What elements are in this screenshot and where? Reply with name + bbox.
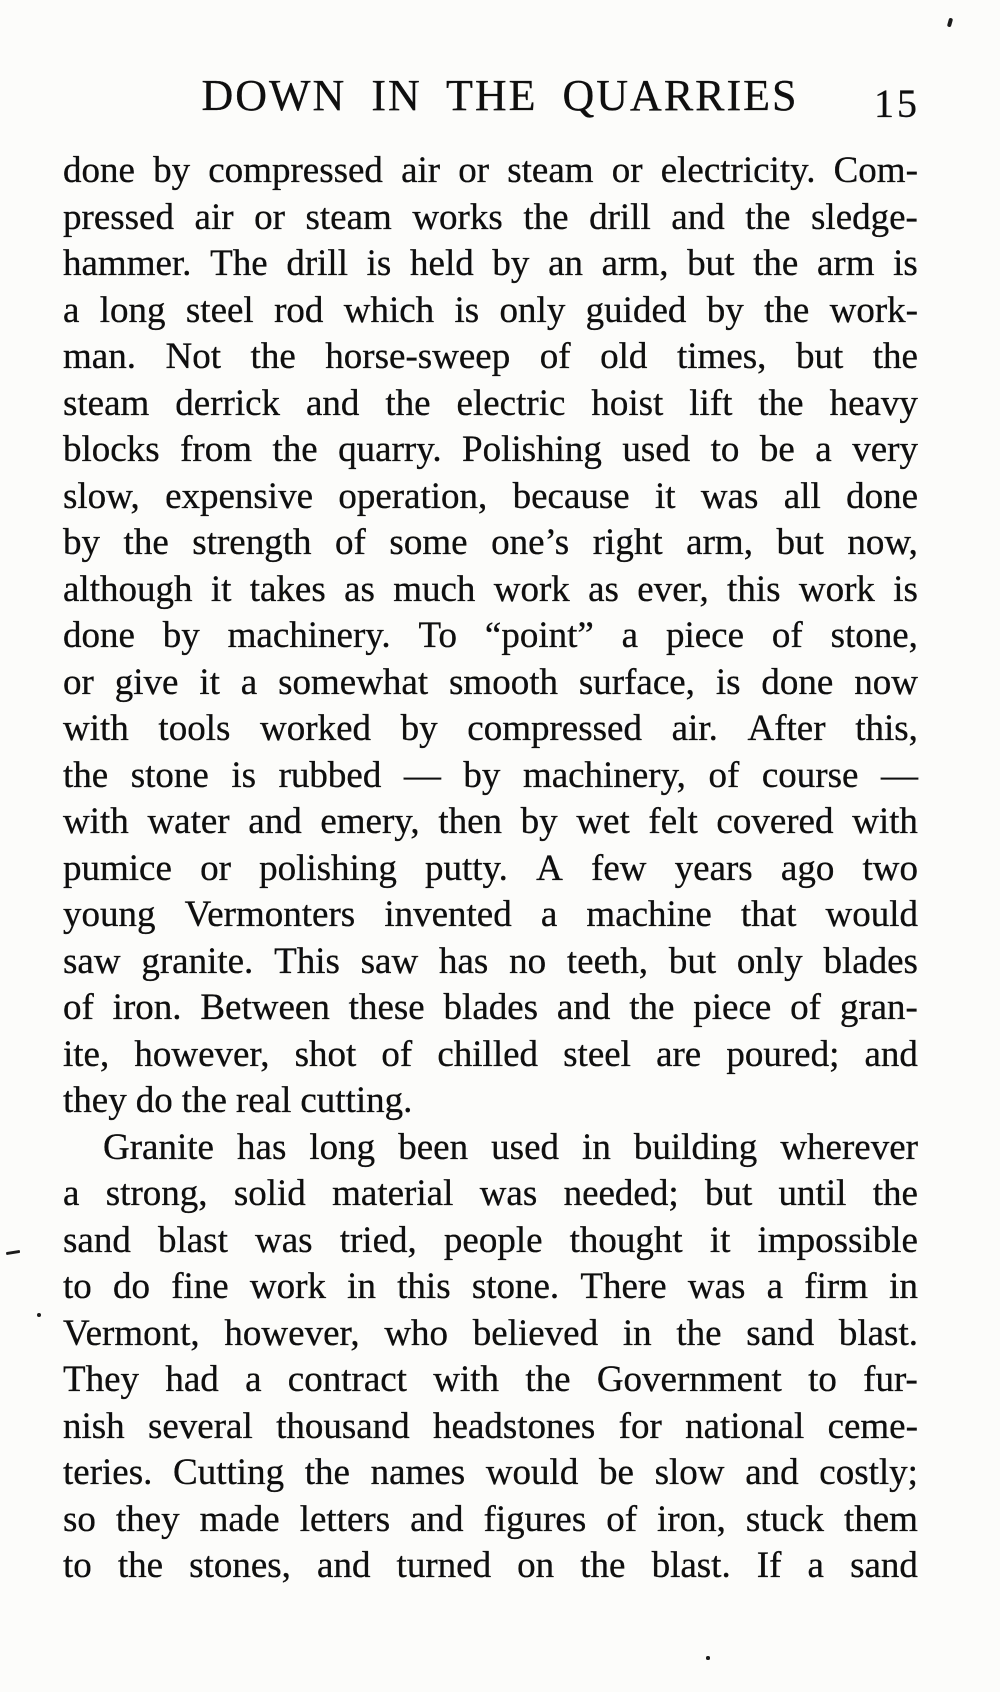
text-line: sand blast was tried, people thought it impossible: [63, 1219, 918, 1261]
text-line: of iron. Between these blades and the piece of gran-: [63, 987, 918, 1028]
text-line: with water and emery, then by wet felt covered with: [63, 801, 918, 842]
text-line: ite, however, shot of chilled steel are poured; and: [63, 1033, 918, 1075]
text-line: man. Not the horse-sweep of old times, but the: [63, 336, 918, 377]
text-line: teries. Cutting the names would be slow and costly;: [63, 1452, 918, 1493]
text-line: slow, expensive operation, because it was all done: [63, 475, 918, 517]
text-line: with tools worked by compressed air. After this,: [63, 708, 918, 749]
text-line: blocks from the quarry. Polishing used to be a very: [63, 429, 918, 470]
page-title: DOWN IN THE QUARRIES: [201, 71, 799, 120]
text-line: Granite has long been used in building wherever: [103, 1126, 918, 1168]
text-line: to the stones, and turned on the blast. If a sand: [63, 1545, 918, 1586]
text-line: They had a contract with the Government to fur-: [63, 1359, 918, 1400]
text-line: to do fine work in this stone. There was a firm in: [63, 1266, 918, 1307]
text-line: a strong, solid material was needed; but until the: [63, 1173, 918, 1214]
scan-mark-left-dash: [6, 1250, 20, 1255]
text-line: by the strength of some one’s right arm, but now,: [63, 522, 918, 563]
running-header: [0, 0, 1000, 126]
scan-mark-left-dot: [37, 1313, 41, 1317]
text-line: young Vermonters invented a machine that would: [63, 894, 918, 935]
text-line: nish several thousand headstones for national ceme-: [63, 1405, 918, 1447]
text-line: done by compressed air or steam or electricity. Com-: [63, 150, 918, 191]
text-line: steam derrick and the electric hoist lift the heavy: [63, 382, 918, 424]
page-body: [63, 148, 918, 1590]
text-line: the stone is rubbed — by machinery, of course —: [63, 754, 918, 796]
text-line: pumice or polishing putty. A few years ago two: [63, 847, 918, 889]
text-line: so they made letters and figures of iron, stuck them: [63, 1498, 918, 1540]
text-line: done by machinery. To “point” a piece of stone,: [63, 615, 918, 656]
text-line: or give it a somewhat smooth surface, is done now: [63, 661, 918, 703]
page-number: 15: [874, 81, 920, 126]
scan-mark-bottom-dot: [706, 1656, 710, 1660]
text-line: hammer. The drill is held by an arm, but the arm is: [63, 243, 918, 284]
text-line: they do the real cutting.: [63, 1080, 413, 1121]
text-line: saw granite. This saw has no teeth, but only blades: [63, 940, 918, 982]
text-line: although it takes as much work as ever, this work is: [63, 568, 918, 610]
text-line: a long steel rod which is only guided by the work-: [63, 289, 918, 331]
text-line: Vermont, however, who believed in the sand blast.: [63, 1312, 918, 1354]
text-line: pressed air or steam works the drill and the sledge-: [63, 196, 918, 238]
